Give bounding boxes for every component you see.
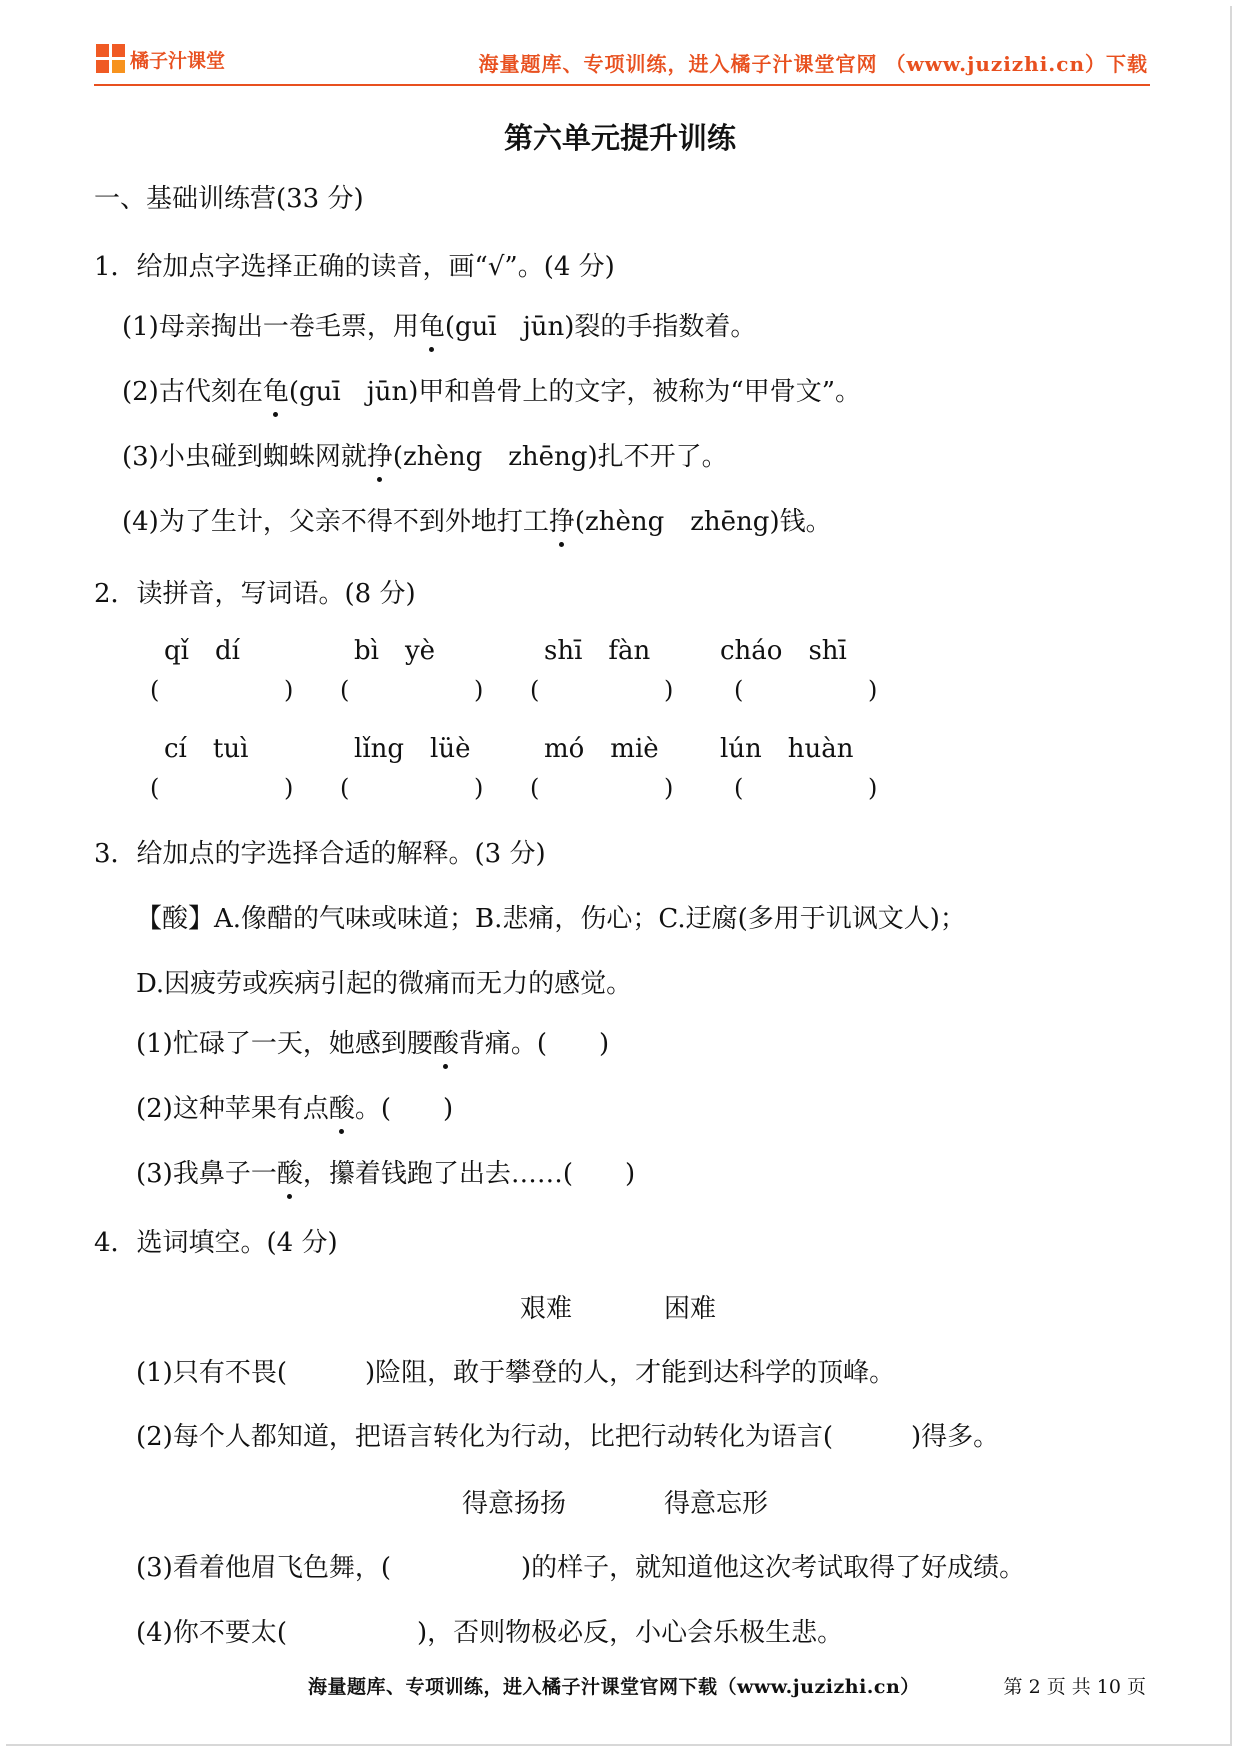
footer-link[interactable]: 海量题库、专项训练，进入橘子汁课堂官网下载（www.juzizhi.cn） <box>308 1676 920 1698</box>
logo-squares-icon <box>96 44 126 74</box>
pinyin-cell: bì yè <box>354 636 436 666</box>
section-heading: 一、基础训练营(33 分) <box>94 184 364 214</box>
answer-close-paren: ) <box>664 774 674 802</box>
header-banner[interactable]: 海量题库、专项训练，进入橘子汁课堂官网 （www.juzizhi.cn）下载 <box>478 52 1148 76</box>
pinyin-cell: mó miè <box>544 734 659 764</box>
word-choice: 得意扬扬 <box>462 1489 567 1519</box>
answer-close-paren: ) <box>664 676 674 704</box>
answer-open-paren: ( <box>340 774 350 802</box>
dotted-char: 挣 <box>549 501 575 538</box>
dotted-char: 酸 <box>277 1153 303 1190</box>
dotted-char: 酸 <box>329 1088 355 1125</box>
answer-open-paren: ( <box>340 676 350 704</box>
answer-open-paren: ( <box>734 676 744 704</box>
pinyin-cell: cháo shī <box>720 636 847 666</box>
pinyin-cell: cí tuì <box>164 734 249 764</box>
question-4-item-2: (2)每个人都知道，把语言转化为行动，比把行动转化为语言( )得多。 <box>136 1422 1000 1452</box>
definition-line-2: D.因疲劳或疾病引起的微痛而无力的感觉。 <box>136 969 633 999</box>
answer-open-paren: ( <box>150 676 160 704</box>
question-1-stem: 1．给加点字选择正确的读音，画“√”。(4 分) <box>94 252 615 282</box>
answer-close-paren: ) <box>284 676 294 704</box>
question-4-item-1: (1)只有不畏( )险阻，敢于攀登的人，才能到达科学的顶峰。 <box>136 1358 896 1388</box>
page-title: 第六单元提升训练 <box>503 121 736 155</box>
word-choice: 艰难 <box>520 1294 573 1324</box>
pinyin-cell: lún huàn <box>720 734 854 764</box>
answer-close-paren: ) <box>474 676 484 704</box>
pinyin-cell: lǐng lüè <box>354 734 471 764</box>
question-1-item-4: (4)为了生计，父亲不得不到外地打工挣(zhèng zhēng)钱。 <box>122 501 832 538</box>
answer-close-paren: ) <box>868 676 878 704</box>
dotted-char: 酸 <box>433 1023 459 1060</box>
logo-text: 橘子汁课堂 <box>130 49 226 72</box>
question-3-item-2: (2)这种苹果有点酸。( ) <box>136 1088 453 1125</box>
dotted-char: 龟 <box>263 371 289 408</box>
answer-close-paren: ) <box>868 774 878 802</box>
question-3-item-1: (1)忙碌了一天，她感到腰酸背痛。( ) <box>136 1023 609 1060</box>
definition-line-1: 【酸】A.像醋的气味或味道；B.悲痛，伤心；C.迂腐(多用于讥讽文人)； <box>136 904 966 934</box>
answer-open-paren: ( <box>530 676 540 704</box>
question-1-item-2: (2)古代刻在龟(guī jūn)甲和兽骨上的文字，被称为“甲骨文”。 <box>122 371 861 408</box>
question-1-item-1: (1)母亲掏出一卷毛票，用龟(guī jūn)裂的手指数着。 <box>122 306 756 343</box>
question-4-stem: 4．选词填空。(4 分) <box>94 1228 338 1258</box>
header-divider <box>94 84 1150 86</box>
word-choice: 困难 <box>664 1294 717 1324</box>
word-choice: 得意忘形 <box>664 1489 769 1519</box>
dotted-char: 挣 <box>367 436 393 473</box>
answer-open-paren: ( <box>150 774 160 802</box>
answer-open-paren: ( <box>734 774 744 802</box>
question-4-item-3: (3)看着他眉飞色舞，( )的样子，就知道他这次考试取得了好成绩。 <box>136 1553 1026 1583</box>
brand-logo[interactable] <box>96 44 225 74</box>
answer-close-paren: ) <box>474 774 484 802</box>
question-3-item-3: (3)我鼻子一酸，攥着钱跑了出去……( ) <box>136 1153 635 1190</box>
answer-open-paren: ( <box>530 774 540 802</box>
pinyin-cell: qǐ dí <box>164 636 240 666</box>
question-4-item-4: (4)你不要太( )，否则物极必反，小心会乐极生悲。 <box>136 1618 844 1648</box>
pinyin-cell: shī fàn <box>544 636 651 666</box>
question-1-item-3: (3)小虫碰到蜘蛛网就挣(zhèng zhēng)扎不开了。 <box>122 436 728 473</box>
dotted-char: 龟 <box>419 306 445 343</box>
question-3-stem: 3．给加点的字选择合适的解释。(3 分) <box>94 839 546 869</box>
question-2-stem: 2．读拼音，写词语。(8 分) <box>94 579 416 609</box>
answer-close-paren: ) <box>284 774 294 802</box>
page-number: 第 2 页 共 10 页 <box>1003 1676 1146 1698</box>
